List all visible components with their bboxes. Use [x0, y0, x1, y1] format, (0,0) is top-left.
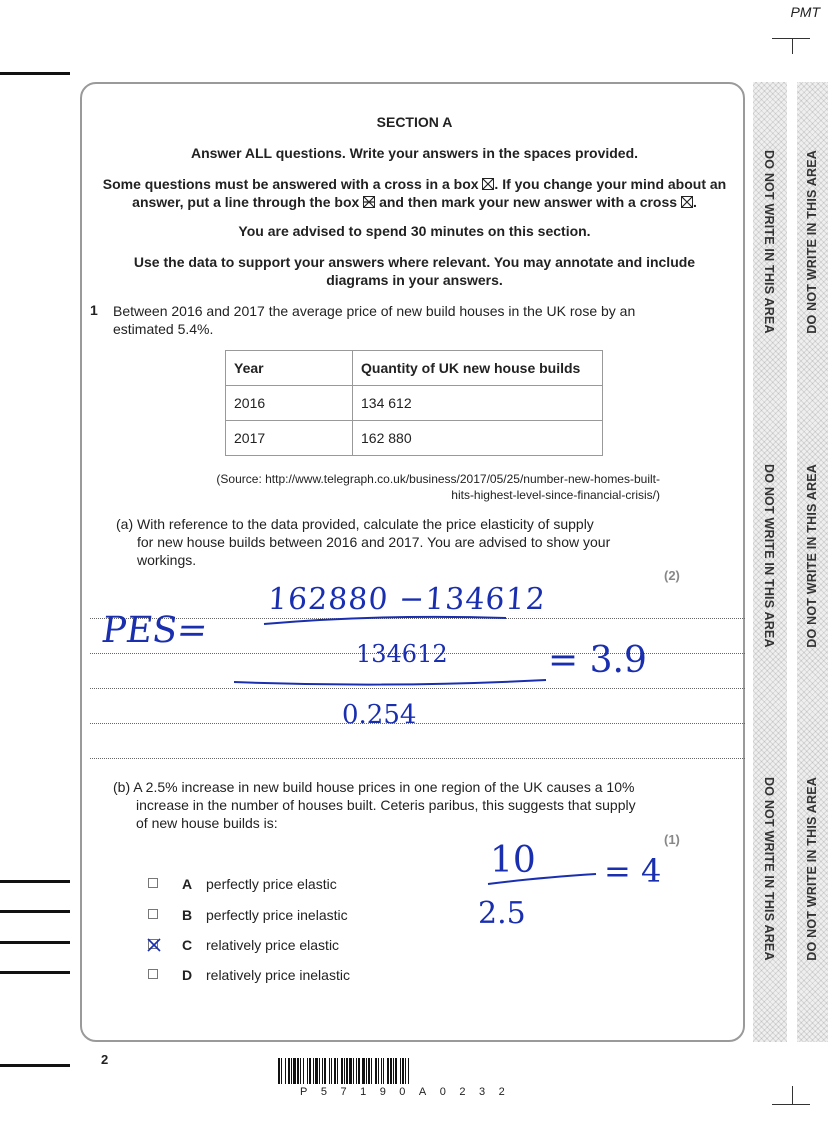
section-title: SECTION A [376, 114, 453, 130]
handwritten-stroke [484, 868, 604, 888]
instruction-data [82, 253, 747, 289]
option-text: perfectly price elastic [206, 876, 337, 892]
table-header-row [226, 351, 603, 386]
instruction-time: You are advised to spend 30 minutes on this section. [238, 223, 591, 239]
question-text: of new house builds is: [136, 815, 278, 831]
crop-mark-top-vertical [792, 38, 793, 54]
table-cell: 2017 [226, 421, 353, 456]
margin-bar [0, 941, 70, 944]
option-text: relatively price elastic [206, 937, 340, 953]
instruction-text: answer, put a line through the box [132, 194, 360, 210]
crossed-box-icon [681, 196, 693, 208]
answer-line[interactable] [90, 758, 745, 759]
table-cell: 2016 [226, 386, 353, 421]
no-write-label: DO NOT WRITE IN THIS AREA [805, 464, 819, 648]
crop-mark-bottom-vertical [792, 1086, 793, 1104]
page-number: 2 [101, 1052, 109, 1067]
handwriting-b-bottom: 2.5 [478, 896, 526, 931]
instruction-text: Use the data to support your answers where relevant. You may annotate and include [133, 254, 696, 270]
question-text: workings. [137, 552, 197, 568]
answer-line[interactable] [90, 723, 745, 724]
handwritten-cross-icon [147, 938, 161, 952]
crop-mark-top [772, 38, 810, 39]
source-text: (Source: http://www.telegraph.co.uk/business/2017/05/25/number-new-homes-built- [216, 472, 660, 486]
checkbox-b[interactable] [148, 909, 158, 919]
question-text: for new house builds between 2016 and 2017. You are advised to show your [137, 534, 611, 550]
question-intro [113, 302, 635, 338]
question-text: Between 2016 and 2017 the average price of new build houses in the UK rose by an [113, 303, 636, 319]
option-text: perfectly price inelastic [206, 907, 348, 923]
no-write-strip-inner [753, 82, 787, 1042]
margin-bar [0, 72, 70, 75]
table-row [226, 421, 603, 456]
question-text: (b) A 2.5% increase in new build house prices in one region of the UK causes a 10% [113, 779, 635, 795]
checkbox-a[interactable] [148, 878, 158, 888]
part-a-question [116, 515, 676, 569]
handwritten-stroke [260, 612, 510, 628]
handwriting-result: = 3.9 [548, 640, 647, 681]
table-cell: 134 612 [353, 386, 603, 421]
checkbox-c[interactable] [148, 939, 158, 949]
data-source [180, 471, 660, 503]
option-letter: A [182, 876, 193, 892]
instruction-answer-all: Answer ALL questions. Write your answers in the spaces provided. [190, 145, 639, 161]
part-a-marks: (2) [664, 568, 680, 583]
option-text: relatively price inelastic [206, 967, 350, 983]
instruction-text: diagrams in your answers. [326, 272, 503, 288]
table-header: Quantity of UK new house builds [353, 351, 603, 386]
table-row [226, 386, 603, 421]
no-write-label: DO NOT WRITE IN THIS AREA [762, 150, 776, 334]
question-text: increase in the number of houses built. Ceteris paribus, this suggests that supply [136, 797, 636, 813]
instruction-text: and then mark your new answer with a cross [379, 194, 678, 210]
checkbox-d[interactable] [148, 969, 158, 979]
no-write-label: DO NOT WRITE IN THIS AREA [805, 150, 819, 334]
question-text: (a) With reference to the data provided, calculate the price elasticity of supply [116, 516, 594, 532]
handwriting-below: 0.254 [342, 700, 417, 730]
table-cell: 162 880 [353, 421, 603, 456]
margin-bar [0, 1064, 70, 1067]
crossed-box-icon [482, 178, 494, 190]
no-write-label: DO NOT WRITE IN THIS AREA [762, 777, 776, 961]
handwriting-pes: PES= [99, 610, 211, 651]
option-letter: D [182, 967, 193, 983]
instruction-cross-box [82, 175, 747, 211]
crop-mark-bottom [772, 1104, 810, 1105]
option-letter: B [182, 907, 193, 923]
source-text: hits-highest-level-since-financial-crisis/) [451, 488, 660, 502]
table-header: Year [226, 351, 353, 386]
margin-bar [0, 910, 70, 913]
part-b-question [113, 778, 673, 832]
barcode-text: P57190A0232 [300, 1086, 519, 1098]
handwriting-b-result: = 4 [604, 852, 662, 890]
handwriting-numerator: 162880 −134612 [266, 582, 547, 617]
handwriting-denominator: 134612 [356, 640, 448, 668]
margin-bar [0, 971, 70, 974]
handwriting-b-top: 10 [490, 840, 536, 881]
struck-box-icon [363, 196, 375, 208]
instruction-text: . [692, 194, 697, 210]
margin-bar [0, 880, 70, 883]
house-builds-table [225, 350, 603, 456]
instruction-text: Some questions must be answered with a cross in a box [102, 176, 479, 192]
pmt-label: PMT [790, 4, 820, 20]
question-number: 1 [90, 302, 98, 318]
part-b-marks: (1) [664, 832, 680, 847]
no-write-label: DO NOT WRITE IN THIS AREA [805, 777, 819, 961]
option-letter: C [182, 937, 193, 953]
question-text: estimated 5.4%. [113, 321, 214, 337]
no-write-strip-outer [797, 82, 828, 1042]
instruction-text: . If you change your mind about an [494, 176, 727, 192]
no-write-label: DO NOT WRITE IN THIS AREA [762, 464, 776, 648]
barcode [278, 1058, 550, 1084]
handwritten-stroke [230, 674, 550, 690]
